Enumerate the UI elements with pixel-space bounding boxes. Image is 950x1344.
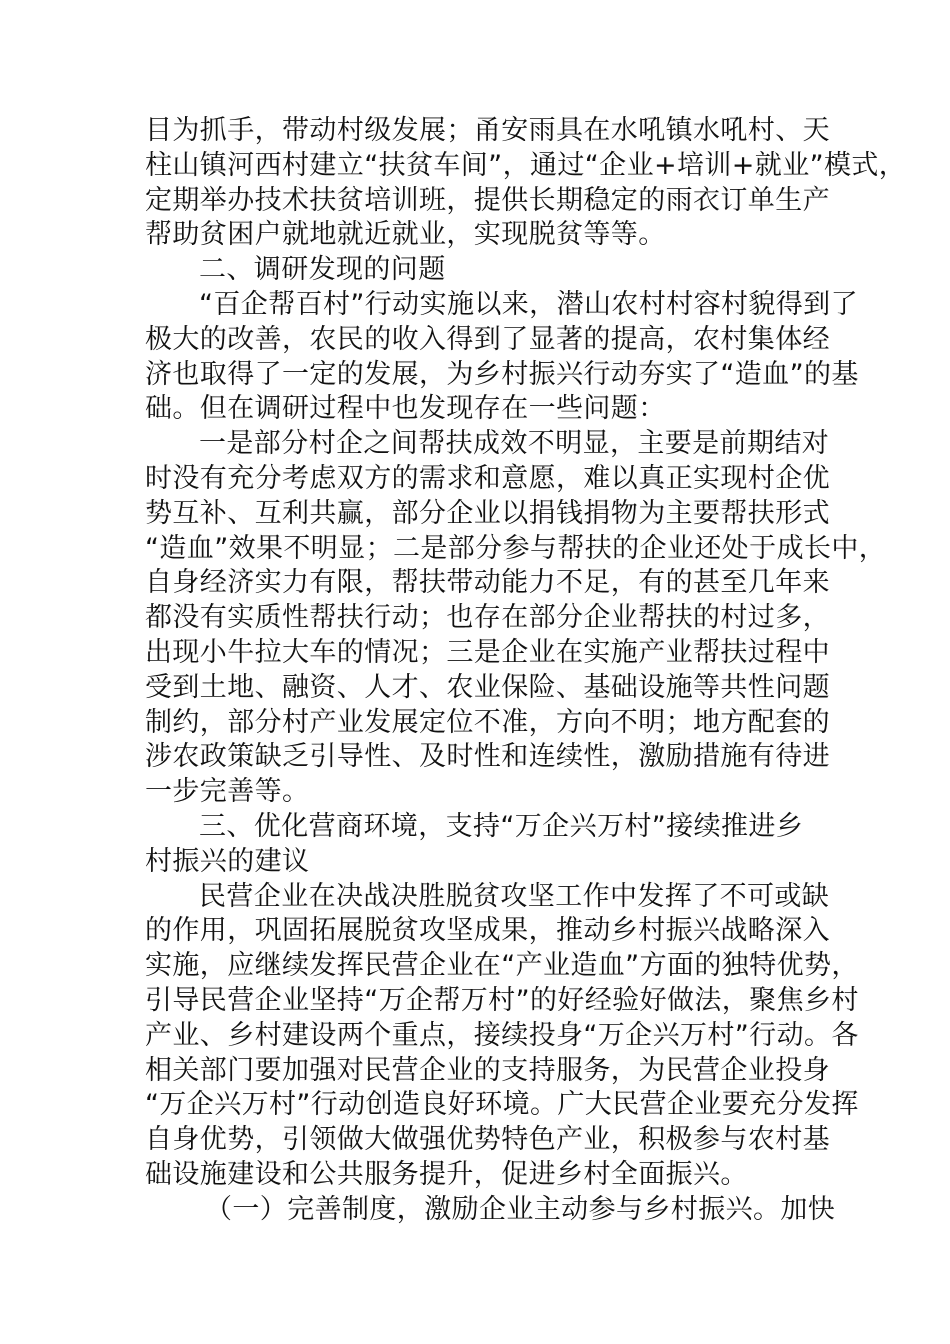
text-line: 受到土地、融资、人才、农业保险、基础设施等共性问题 bbox=[145, 671, 830, 703]
section-heading-3-cont: 村振兴的建议 bbox=[145, 845, 310, 877]
text-line: 自身优势，引领做大做强优势特色产业，积极参与农村基 bbox=[145, 1124, 830, 1156]
text-line: 时没有充分考虑双方的需求和意愿，难以真正实现村企优 bbox=[145, 462, 830, 494]
text-line: 定期举办技术扶贫培训班，提供长期稳定的雨衣订单生产 bbox=[145, 184, 830, 216]
text-line: 民营企业在决战决胜脱贫攻坚工作中发挥了不可或缺 bbox=[199, 880, 830, 912]
text-line: 引导民营企业坚持“万企帮万村”的好经验好做法，聚焦乡村 bbox=[145, 984, 859, 1016]
subsection-heading-1: （一）完善制度，激励企业主动参与乡村振兴。加快 bbox=[205, 1193, 836, 1225]
text-line: “万企兴万村”行动创造良好环境。广大民营企业要充分发挥 bbox=[145, 1089, 859, 1121]
text-line: 自身经济实力有限，帮扶带动能力不足，有的甚至几年来 bbox=[145, 567, 830, 599]
text-line: 柱山镇河西村建立“扶贫车间”，通过“企业+培训+就业”模式， bbox=[145, 149, 907, 181]
section-heading-2: 二、调研发现的问题 bbox=[199, 254, 446, 286]
text-line: 势互补、互利共赢，部分企业以捐钱捐物为主要帮扶形式 bbox=[145, 497, 830, 529]
text-line: 制约，部分村产业发展定位不准，方向不明；地方配套的 bbox=[145, 706, 830, 738]
text-line: 产业、乡村建设两个重点，接续投身“万企兴万村”行动。各 bbox=[145, 1019, 859, 1051]
text-line: 础。但在调研过程中也发现存在一些问题： bbox=[145, 393, 666, 425]
text-line: 础设施建设和公共服务提升，促进乡村全面振兴。 bbox=[145, 1158, 748, 1190]
text-line: 帮助贫困户就地就近就业，实现脱贫等等。 bbox=[145, 219, 666, 251]
text-line: 一步完善等。 bbox=[145, 776, 310, 808]
text-line: 涉农政策缺乏引导性、及时性和连续性，激励措施有待进 bbox=[145, 741, 830, 773]
text-line: “百企帮百村”行动实施以来，潜山农村村容村貌得到了 bbox=[199, 288, 858, 320]
text-line: 实施，应继续发挥民营企业在“产业造血”方面的独特优势， bbox=[145, 950, 859, 982]
text-line: 目为抓手，带动村级发展；甬安雨具在水吼镇水吼村、天 bbox=[145, 115, 830, 146]
text-line: 的作用，巩固拓展脱贫攻坚成果，推动乡村振兴战略深入 bbox=[145, 915, 830, 947]
section-heading-3: 三、优化营商环境，支持“万企兴万村”接续推进乡 bbox=[199, 810, 804, 842]
text-line: 极大的改善，农民的收入得到了显著的提高，农村集体经 bbox=[145, 323, 830, 355]
text-line: 一是部分村企之间帮扶成效不明显，主要是前期结对 bbox=[199, 428, 830, 460]
text-line: 出现小牛拉大车的情况；三是企业在实施产业帮扶过程中 bbox=[145, 636, 830, 668]
text-line: 都没有实质性帮扶行动；也存在部分企业帮扶的村过多， bbox=[145, 602, 830, 634]
text-line: 相关部门要加强对民营企业的支持服务，为民营企业投身 bbox=[145, 1054, 830, 1086]
text-line: “造血”效果不明显；二是部分参与帮扶的企业还处于成长中， bbox=[145, 532, 887, 564]
body-text bbox=[145, 114, 907, 1228]
text-line: 济也取得了一定的发展，为乡村振兴行动夯实了“造血”的基 bbox=[145, 358, 859, 390]
